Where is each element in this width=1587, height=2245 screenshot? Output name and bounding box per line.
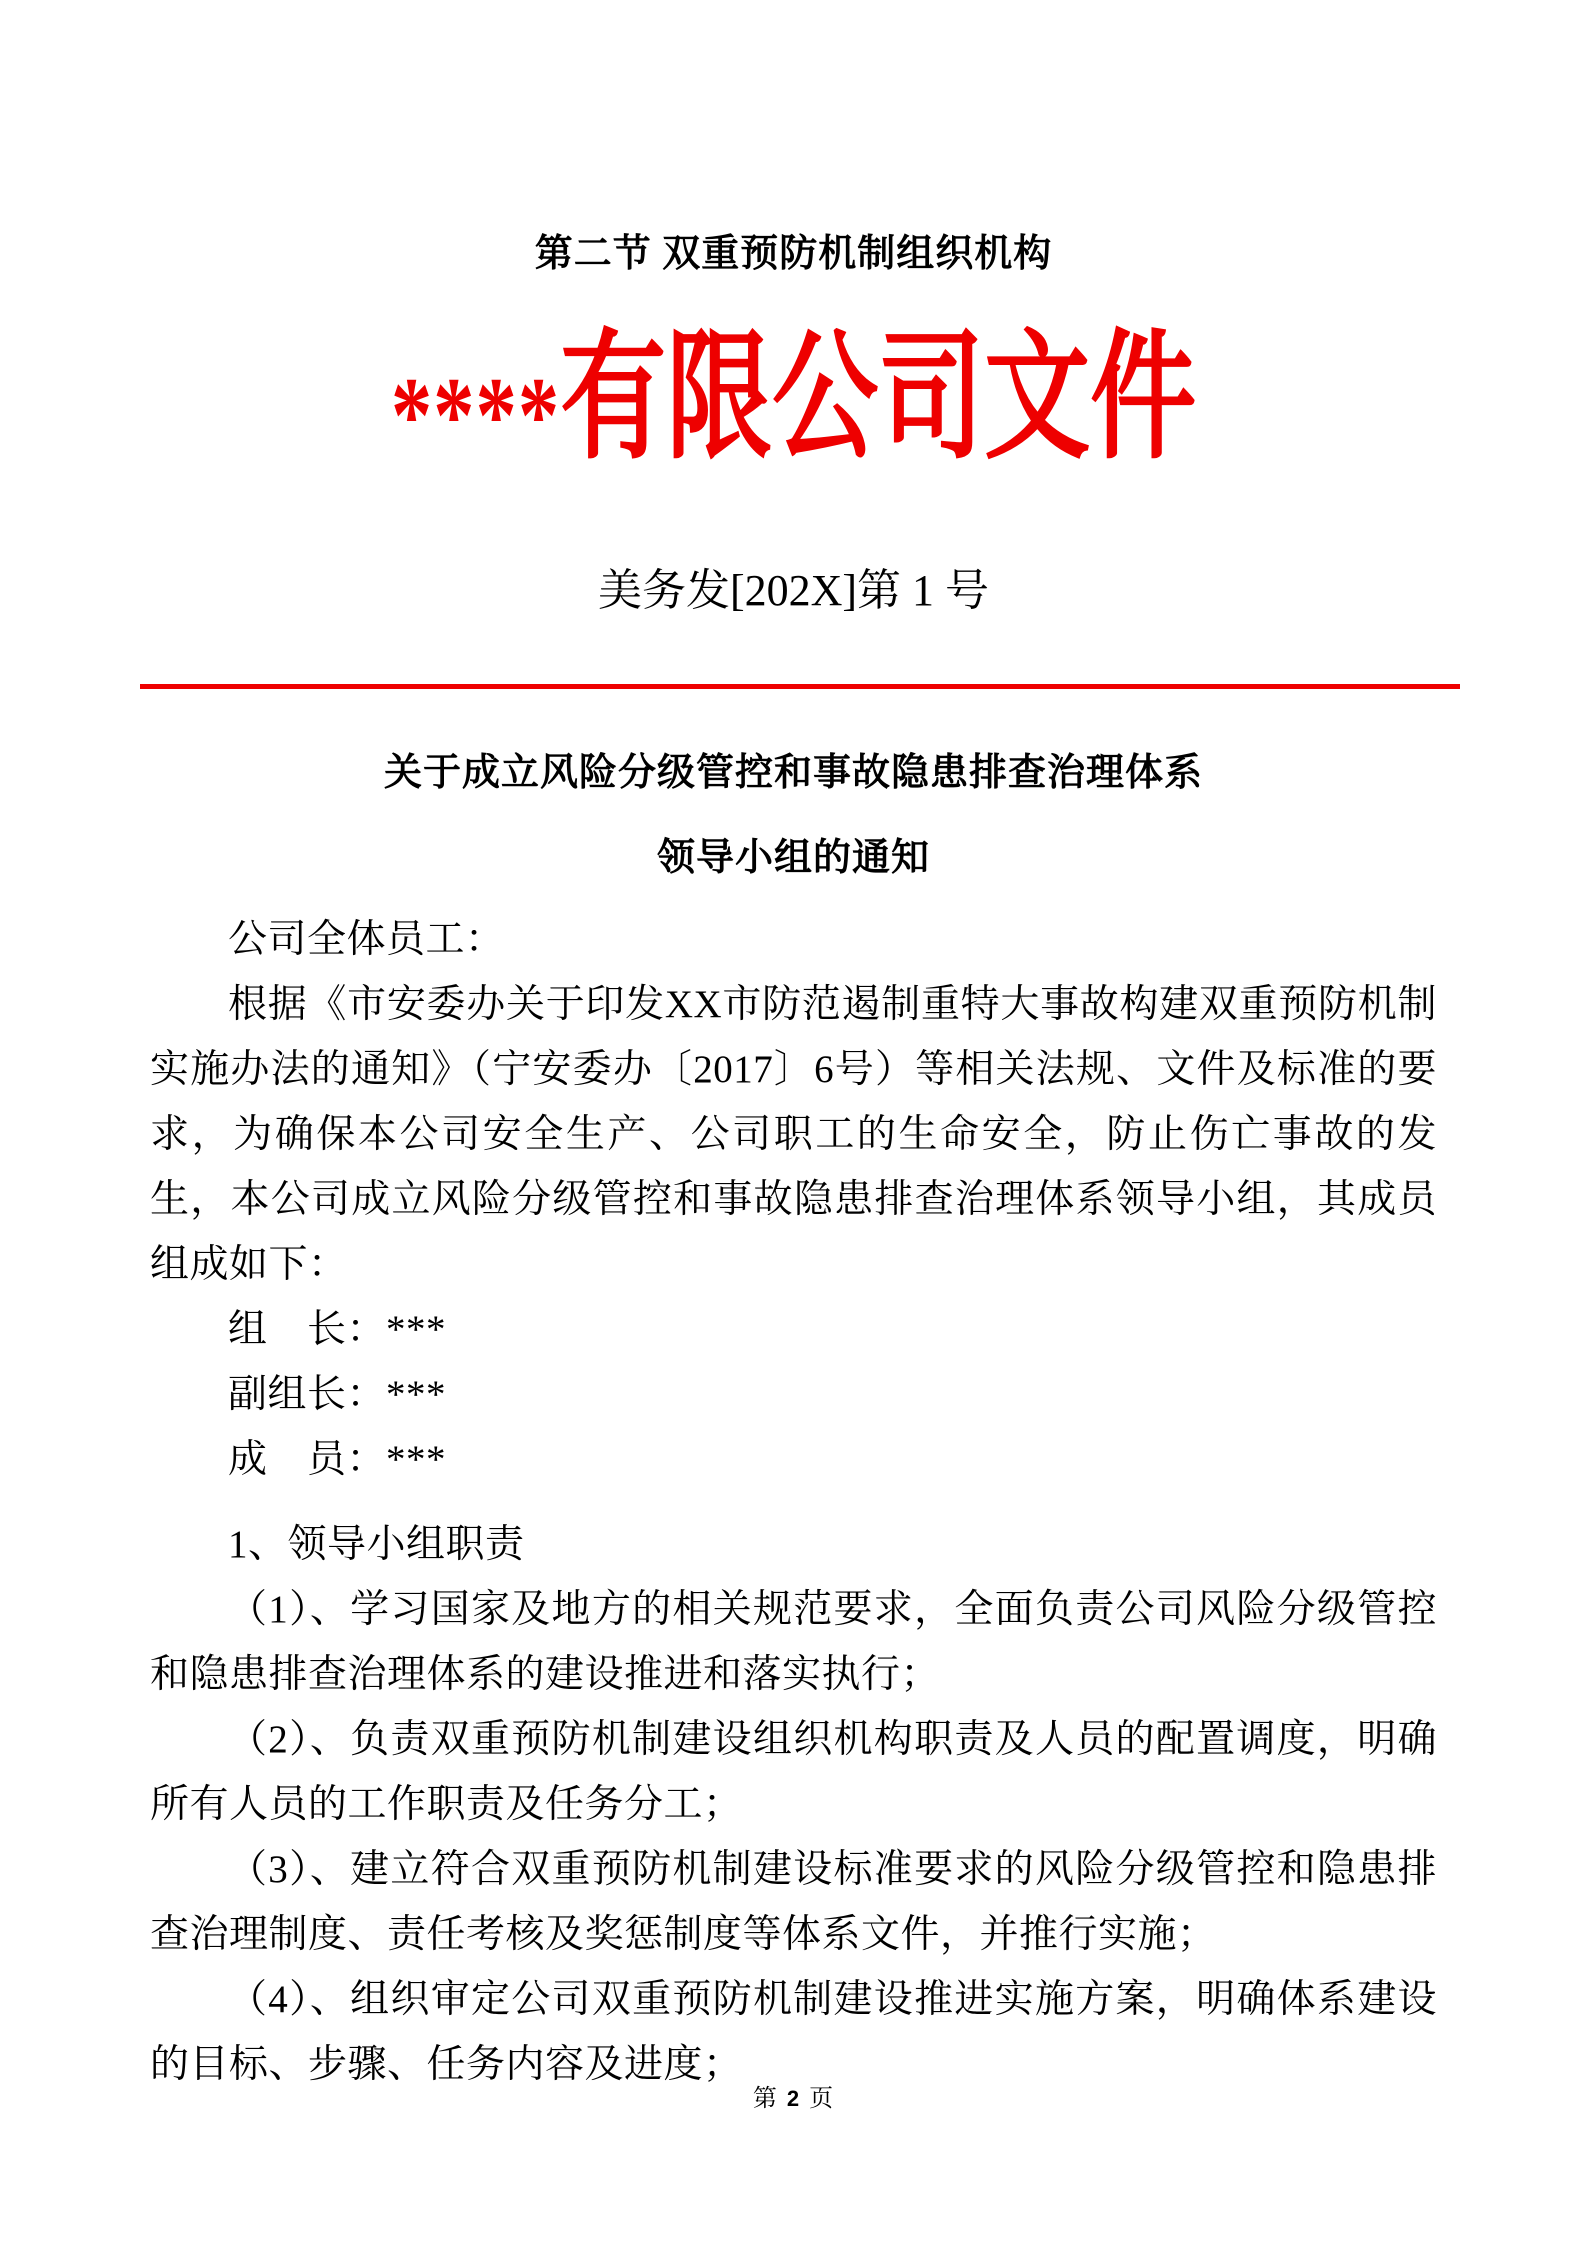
paragraph: 1、领导小组职责 [228,1523,525,1567]
paragraph: 副组长：*** [228,1373,447,1417]
section-heading: 第二节 双重预防机制组织机构 [534,233,1053,275]
paragraph: （2）、负责双重预防机制建设组织机构职责及人员的配置调度，明确所有人员的工作职责及任务分工； [150,1718,1437,1827]
notice-title-line1: 关于成立风险分级管控和事故隐患排查治理体系 [383,752,1203,795]
paragraph: 根据《市安委办关于印发XX市防范遏制重特大事故构建双重预防机制实施办法的通知》（宁安委办〔2017〕6号）等相关法规、文件及标准的要求，为确保本公司安全生产、公司职工的生命安全，防止伤亡事故的发生，本公司成立风险分级管控和事故隐患排查治理体系领导小组，其成员组成如下： [150,983,1437,1287]
paragraph: （4）、组织审定公司双重预防机制建设推进实施方案，明确体系建设的目标、步骤、任务内容及进度； [150,1978,1437,2087]
company-letterhead [150,315,1437,483]
notice-title-line2: 领导小组的通知 [656,837,930,880]
page-number: 2 [786,2086,801,2111]
document-number: 美务发[202X]第 1 号 [597,566,990,616]
paragraph: 成 员：*** [228,1438,447,1482]
notice-title [150,731,1437,901]
salutation: 公司全体员工： [228,918,505,962]
paragraph: （1）、学习国家及地方的相关规范要求，全面负责公司风险分级管控和隐患排查治理体系的建设推进和落实执行； [150,1588,1437,1697]
paragraph: （3）、建立符合双重预防机制建设标准要求的风险分级管控和隐患排查治理制度、责任考核及奖惩制度等体系文件，并推行实施； [150,1848,1437,1957]
paragraph-list [150,972,1437,2097]
document-body [150,907,1437,2097]
letterhead-stars: **** [390,354,561,476]
footer-prefix: 第 [752,2086,778,2112]
letterhead-text: 有限公司文件 [560,321,1197,476]
paragraph: 组 长：*** [228,1308,447,1352]
red-divider-rule [140,684,1460,689]
page-footer [0,2078,1587,2113]
footer-suffix: 页 [809,2086,835,2112]
